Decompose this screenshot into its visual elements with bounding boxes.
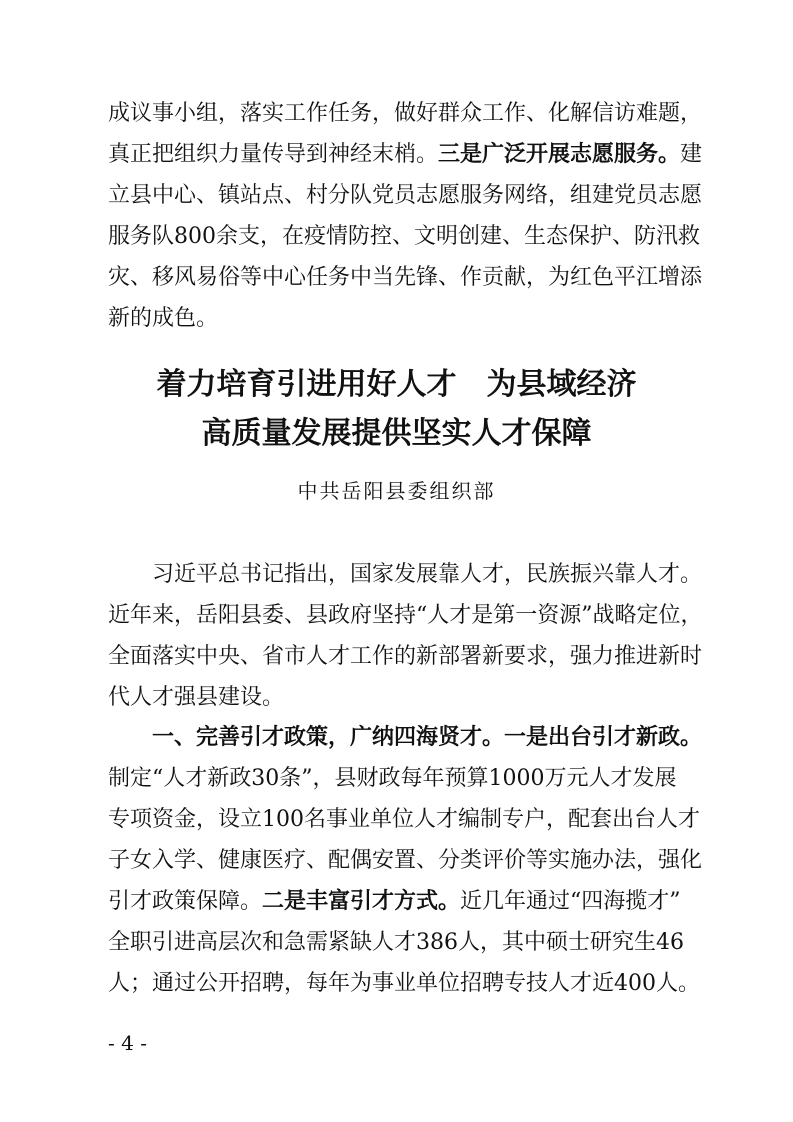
text-line: 人；通过公开招聘，每年为事业单位招聘专技人才近400人。	[108, 971, 700, 996]
article-title-line-2: 高质量发展提供坚实人才保障	[201, 416, 592, 451]
text-line: 全面落实中央、省市人才工作的新部署新要求，强力推进新时	[108, 644, 703, 669]
text-line: 灾、移风易俗等中心任务中当先锋、作贡献，为红色平江增添	[108, 265, 703, 290]
text-line: 代人才强县建设。	[108, 685, 285, 710]
page-number: - 4 -	[108, 1031, 147, 1055]
text-line: 制定“人才新政30条”，县财政每年预算1000万元人才发展	[108, 766, 677, 791]
text-span: 近几年通过“四海揽才”	[460, 889, 681, 914]
text-line: 成议事小组，落实工作任务，做好群众工作、化解信访难题，	[108, 101, 703, 126]
text-span: 真正把组织力量传导到神经末梢。	[108, 142, 439, 167]
section-heading: 一、完善引才政策，广纳四海贤才。一是出台引才新政。	[108, 725, 703, 750]
text-line	[108, 886, 686, 918]
text-line: 立县中心、镇站点、村分队党员志愿服务网络，组建党员志愿	[108, 183, 703, 208]
text-line: 近年来，岳阳县委、县政府坚持“人才是第一资源”战略定位，	[108, 603, 703, 628]
text-line: 服务队800余支，在疫情防控、文明创建、生态保护、防汛救	[108, 224, 700, 249]
text-line	[108, 139, 703, 171]
article-title-line-1: 着力培育引进用好人才 为县域经济	[156, 367, 637, 402]
text-line: 子女入学、健康医疗、配偶安置、分类评价等实施办法，强化	[108, 848, 703, 873]
text-line: 新的成色。	[108, 306, 219, 331]
bold-subheading: 三是广泛开展志愿服务。	[438, 142, 681, 167]
text-line: 专项资金，设立100名事业单位人才编制专户，配套出台人才	[108, 807, 700, 832]
article-author: 中共岳阳县委组织部	[297, 479, 496, 503]
text-span: 引才政策保障。	[108, 889, 263, 914]
bold-subheading: 二是丰富引才方式。	[262, 889, 461, 914]
text-line: 习近平总书记指出，国家发展靠人才，民族振兴靠人才。	[108, 562, 703, 587]
text-span: 建	[680, 142, 703, 167]
text-line: 全职引进高层次和急需紧缺人才386人，其中硕士研究生46	[108, 930, 684, 955]
